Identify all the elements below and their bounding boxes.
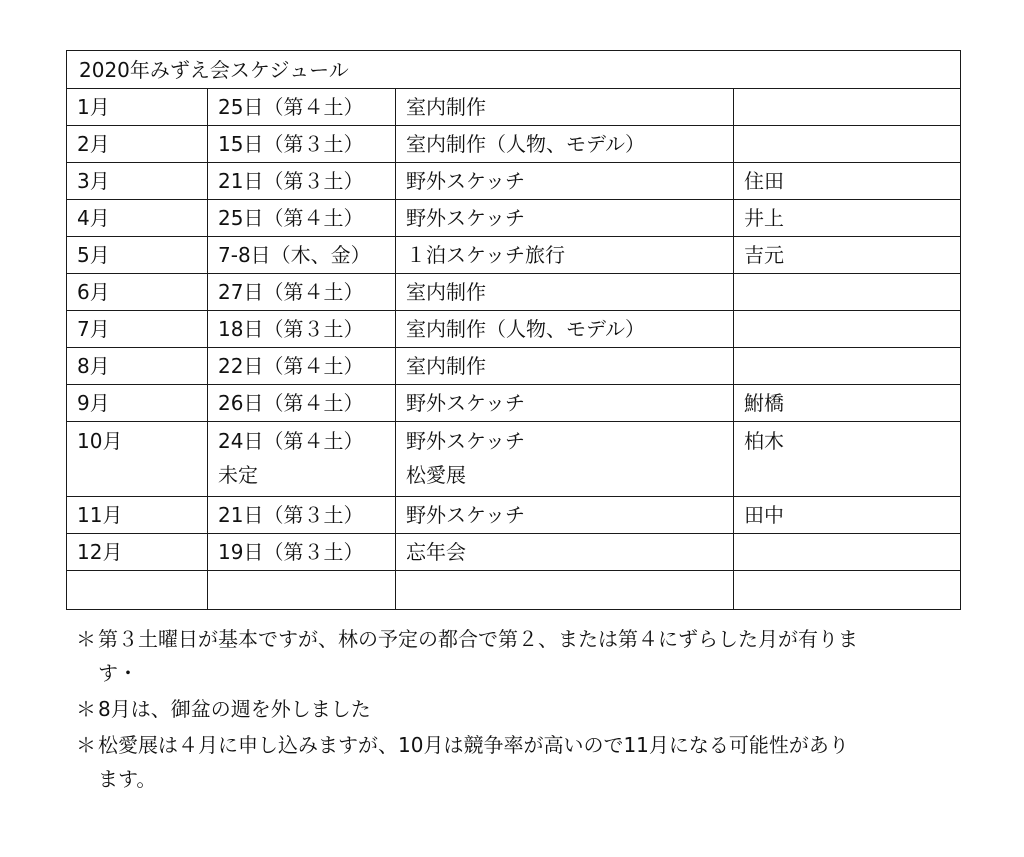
- month-cell: 8月: [67, 348, 208, 385]
- month-cell: 2月: [67, 126, 208, 163]
- note-text: 8月は、御盆の週を外しました: [98, 697, 371, 721]
- empty-cell: [67, 571, 208, 610]
- note-item: [76, 622, 966, 690]
- table-row: [67, 422, 961, 497]
- title-row: [67, 51, 961, 89]
- person-cell: 田中: [734, 497, 961, 534]
- table-row: [67, 126, 961, 163]
- month-cell: 9月: [67, 385, 208, 422]
- asterisk-mark: ＊: [76, 697, 96, 721]
- note-text: 第３土曜日が基本ですが、林の予定の都合で第２、または第４にずらした月が有りま: [98, 627, 858, 651]
- date-cell: 25日（第４土）: [208, 89, 396, 126]
- date-cell: 22日（第４土）: [208, 348, 396, 385]
- table-row: [67, 348, 961, 385]
- table-row: [67, 163, 961, 200]
- table-row: [67, 497, 961, 534]
- activity-cell: 忘年会: [396, 534, 734, 571]
- person-cell: [734, 89, 961, 126]
- table-row: [67, 274, 961, 311]
- table-row: [67, 311, 961, 348]
- person-cell: 井上: [734, 200, 961, 237]
- date-cell: 15日（第３土）: [208, 126, 396, 163]
- schedule-title: 2020年みずえ会スケジュール: [67, 51, 961, 89]
- empty-cell: [396, 571, 734, 610]
- month-cell: 11月: [67, 497, 208, 534]
- month-cell: 1月: [67, 89, 208, 126]
- asterisk-mark: ＊: [76, 733, 96, 757]
- date-cell: 19日（第３土）: [208, 534, 396, 571]
- person-cell: [734, 274, 961, 311]
- note-text: ます。: [98, 767, 157, 791]
- activity-cell: 野外スケッチ: [396, 163, 734, 200]
- table-row: [67, 237, 961, 274]
- date-cell: 27日（第４土）: [208, 274, 396, 311]
- person-cell: [734, 126, 961, 163]
- month-cell: 12月: [67, 534, 208, 571]
- activity-cell: 室内制作（人物、モデル）: [396, 311, 734, 348]
- activity-cell: [396, 422, 734, 497]
- empty-row: [67, 571, 961, 610]
- activity-cell: 野外スケッチ: [396, 497, 734, 534]
- activity-cell: 室内制作: [396, 348, 734, 385]
- month-cell: 7月: [67, 311, 208, 348]
- note-text: す・: [98, 661, 138, 685]
- month-cell: 6月: [67, 274, 208, 311]
- date-text: 24日（第４土）: [218, 429, 364, 453]
- activity-text: 野外スケッチ: [406, 429, 525, 453]
- person-cell: [734, 311, 961, 348]
- month-cell: 4月: [67, 200, 208, 237]
- activity-cell: 室内制作: [396, 89, 734, 126]
- table-row: [67, 200, 961, 237]
- date-cell: 25日（第４土）: [208, 200, 396, 237]
- date-cell: 7-8日（木、金）: [208, 237, 396, 274]
- person-cell: [734, 534, 961, 571]
- activity-cell: 野外スケッチ: [396, 385, 734, 422]
- person-cell: 吉元: [734, 237, 961, 274]
- activity-cell: 室内制作: [396, 274, 734, 311]
- date-cell: 21日（第３土）: [208, 497, 396, 534]
- activity-cell: 室内制作（人物、モデル）: [396, 126, 734, 163]
- note-item: [76, 728, 966, 796]
- activity-text: 松愛展: [406, 463, 466, 487]
- month-cell: 3月: [67, 163, 208, 200]
- date-cell: 26日（第４土）: [208, 385, 396, 422]
- person-cell: [734, 348, 961, 385]
- month-cell: 5月: [67, 237, 208, 274]
- activity-cell: 野外スケッチ: [396, 200, 734, 237]
- person-text: 柏木: [744, 429, 784, 453]
- notes-section: [76, 622, 966, 798]
- activity-cell: １泊スケッチ旅行: [396, 237, 734, 274]
- person-cell: [734, 422, 961, 497]
- asterisk-mark: ＊: [76, 627, 96, 651]
- empty-cell: [734, 571, 961, 610]
- note-item: [76, 692, 966, 726]
- schedule-table: [66, 50, 961, 610]
- empty-cell: [208, 571, 396, 610]
- table-row: [67, 385, 961, 422]
- month-text: 10月: [77, 429, 123, 453]
- month-cell: [67, 422, 208, 497]
- person-cell: 鮒橋: [734, 385, 961, 422]
- note-text: 松愛展は４月に申し込みますが、10月は競争率が高いので11月になる可能性があり: [98, 733, 849, 757]
- date-cell: [208, 422, 396, 497]
- table-row: [67, 534, 961, 571]
- date-cell: 21日（第３土）: [208, 163, 396, 200]
- person-cell: 住田: [734, 163, 961, 200]
- table-row: [67, 89, 961, 126]
- date-cell: 18日（第３土）: [208, 311, 396, 348]
- date-text: 未定: [218, 463, 258, 487]
